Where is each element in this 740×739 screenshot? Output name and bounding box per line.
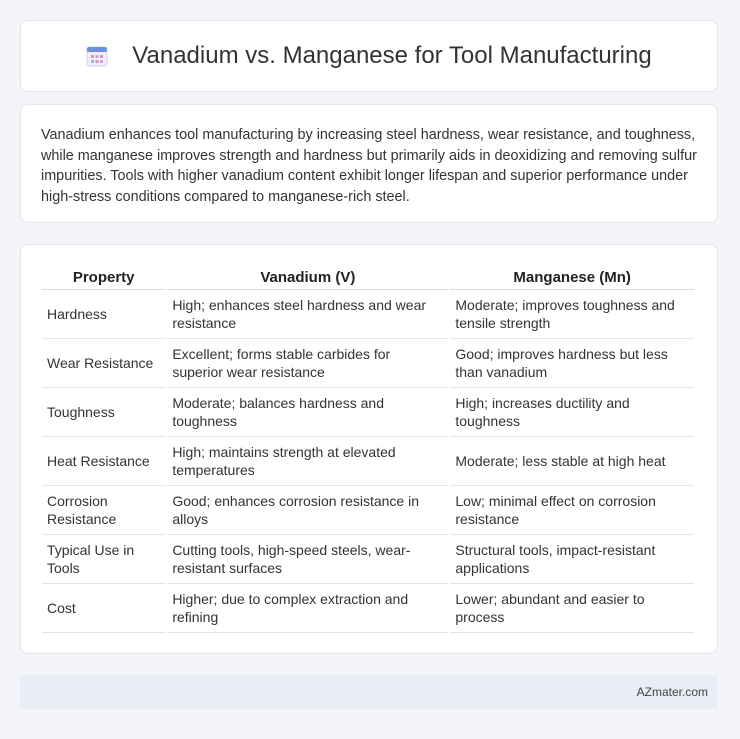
property-cell: Hardness (42, 290, 165, 339)
vanadium-cell: Excellent; forms stable carbides for superior wear resistance (167, 339, 448, 388)
header-property: Property (42, 265, 165, 290)
vanadium-cell: Cutting tools, high-speed steels, wear-resistant surfaces (167, 535, 448, 584)
table-row (42, 584, 694, 633)
manganese-cell: High; increases ductility and toughness (450, 388, 694, 437)
table-row (42, 486, 694, 535)
property-cell: Cost (42, 584, 165, 633)
table-row (42, 339, 694, 388)
manganese-cell: Low; minimal effect on corrosion resistance (450, 486, 694, 535)
vanadium-cell: High; maintains strength at elevated temperatures (167, 437, 448, 486)
manganese-cell: Good; improves hardness but less than vanadium (450, 339, 694, 388)
property-cell: Heat Resistance (42, 437, 165, 486)
table-row (42, 388, 694, 437)
manganese-cell: Moderate; less stable at high heat (450, 437, 694, 486)
vanadium-cell: Higher; due to complex extraction and refining (167, 584, 448, 633)
vanadium-cell: Good; enhances corrosion resistance in alloys (167, 486, 448, 535)
comparison-table (40, 265, 696, 633)
table-header-row (42, 265, 694, 290)
footer-bar (20, 675, 718, 709)
footer-site-link[interactable]: AZmater.com (636, 685, 708, 699)
property-cell: Corrosion Resistance (42, 486, 165, 535)
vanadium-cell: Moderate; balances hardness and toughness (167, 388, 448, 437)
summary-text: Vanadium enhances tool manufacturing by increasing steel hardness, wear resistance, and toughness, while manganese improves strength and hardness but primarily aids in deoxidizing and removing sulfur impurities. Tools with higher vanadium content exhibit longer lifespan and superior performance under high-stress conditions compared to manganese-rich steel. (41, 127, 697, 205)
table-row (42, 290, 694, 339)
manganese-cell: Structural tools, impact-resistant applications (450, 535, 694, 584)
summary-card (20, 104, 718, 223)
manganese-cell: Moderate; improves toughness and tensile strength (450, 290, 694, 339)
header-manganese: Manganese (Mn) (450, 265, 694, 290)
property-cell: Toughness (42, 388, 165, 437)
calendar-icon (86, 45, 108, 67)
page-title: Vanadium vs. Manganese for Tool Manufacturing (132, 42, 652, 69)
property-cell: Wear Resistance (42, 339, 165, 388)
property-cell: Typical Use in Tools (42, 535, 165, 584)
manganese-cell: Lower; abundant and easier to process (450, 584, 694, 633)
table-row (42, 535, 694, 584)
title-card (20, 20, 718, 92)
comparison-table-card (20, 244, 718, 654)
table-row (42, 437, 694, 486)
header-vanadium: Vanadium (V) (167, 265, 448, 290)
vanadium-cell: High; enhances steel hardness and wear resistance (167, 290, 448, 339)
